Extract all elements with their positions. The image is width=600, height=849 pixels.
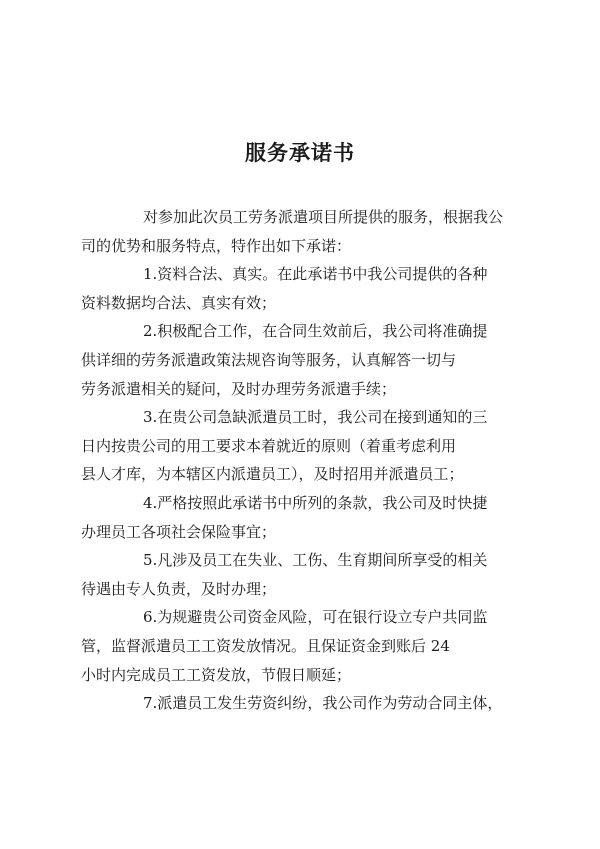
paragraph-item-5 <box>81 546 508 603</box>
text-line: 7.派遣员工发生劳资纠纷，我公司作为劳动合同主体， <box>143 694 503 713</box>
text-line: 资料数据均合法、真实有效； <box>81 293 277 312</box>
paragraph-item-7 <box>112 689 508 718</box>
paragraph-item-1 <box>81 260 508 317</box>
text-line: 6.为规避贵公司资金风险，可在银行设立专户共同监 <box>143 608 488 627</box>
text-line: 对参加此次员工劳务派遣项目所提供的服务，根据我公 <box>143 208 504 226</box>
text-line: 2.积极配合工作，在合同生效前后，我公司将准确提 <box>143 322 488 341</box>
text-line: 3.在贵公司急缺派遣员工时，我公司在接到通知的三 <box>143 408 488 427</box>
paragraph-item-6 <box>81 603 508 689</box>
paragraph-item-4 <box>81 489 508 546</box>
text-line: 4.严格按照此承诺书中所列的条款，我公司及时快捷 <box>143 493 488 512</box>
text-line: 5.凡涉及员工在失业、工伤、生育期间所享受的相关 <box>143 551 488 570</box>
text-line: 日内按贵公司的用工要求本着就近的原则（着重考虑利用 <box>81 436 457 455</box>
text-line: 县人才库，为本辖区内派遣员工），及时招用并派遣员工； <box>81 465 464 484</box>
paragraph-item-3 <box>81 403 508 489</box>
text-line: 管，监督派遣员工工资发放情况。且保证资金到账后 24 <box>81 636 450 655</box>
text-line: 司的优势和服务特点，特作出如下承诺： <box>81 236 352 255</box>
text-line: 办理员工各项社会保险事宜； <box>81 522 277 541</box>
text-line: 劳务派遣相关的疑问，及时办理劳务派遣手续； <box>81 379 397 398</box>
paragraph-item-2 <box>81 317 508 403</box>
document-body <box>81 203 508 718</box>
paragraph-intro <box>81 203 508 260</box>
text-line: 1.资料合法、真实。在此承诺书中我公司提供的各种 <box>143 265 488 284</box>
text-line: 供详细的劳务派遣政策法规咨询等服务，认真解答一切与 <box>81 350 457 369</box>
text-line: 待遇由专人负责，及时办理； <box>81 579 277 598</box>
document-title: 服务承诺书 <box>245 140 355 165</box>
text-line: 小时内完成员工工资发放，节假日顺延； <box>81 665 352 684</box>
